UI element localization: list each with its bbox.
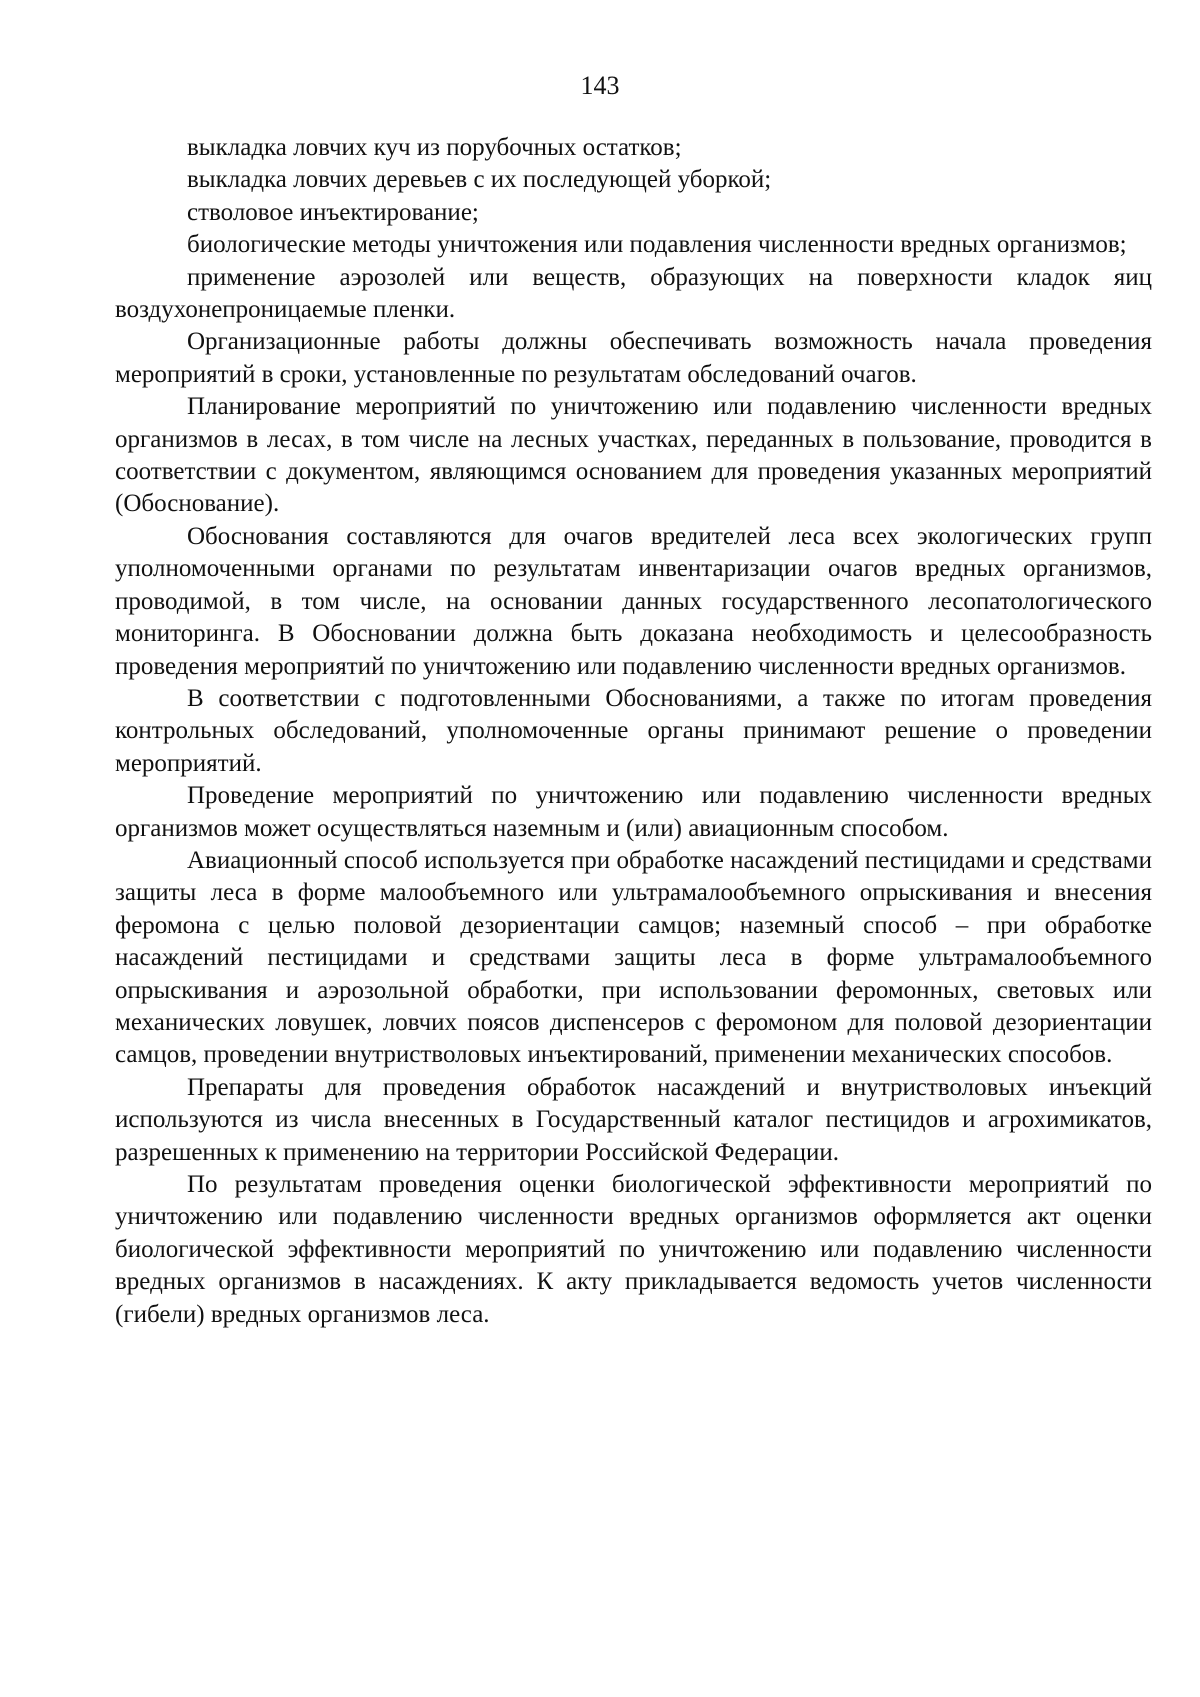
paragraph-aviation-method: Авиационный способ используется при обработке насаждений пестицидами и средствами защиты леса в форме малообъемного или ультрамалообъемного опрыскивания и внесения феромона с целью половой дезориентации самцов; наземный способ – при обработке насаждений пестицидами и средствами защиты леса в форме ультрамалообъемного опрыскивания и аэрозольной обработки, при использовании феромонных, световых или механических ловушек, ловчих поясов диспенсеров с феромоном для половой дезориентации самцов, проведении внутристволовых инъектирований, применении механических способов. [115,846,1152,1069]
paragraph-biological-methods: биологические методы уничтожения или подавления численности вредных организмов; [187,231,1127,259]
paragraph-aerosols: применение аэрозолей или веществ, образующих на поверхности кладок яиц воздухонепроницаемые пленки. [115,263,1152,324]
paragraph-decision: В соответствии с подготовленными Обоснованиями, а также по итогам проведения контрольных обследований, уполномоченные органы принимают решение о проведении мероприятий. [115,684,1152,777]
paragraph-planning: Планирование мероприятий по уничтожению или подавлению численности вредных организмов в лесах, в том числе на лесных участках, переданных в пользование, проводится в соответствии с документом, являющимся основанием для проведения указанных мероприятий (Обоснование). [115,393,1152,518]
paragraph-trunk-injection: стволовое инъектирование; [187,198,479,226]
paragraph-trap-trees: выкладка ловчих деревьев с их последующей уборкой; [187,166,772,194]
paragraph-organizational-work: Организационные работы должны обеспечивать возможность начала проведения мероприятий в сроки, установленные по результатам обследований очагов. [115,328,1152,388]
paragraph-preparations: Препараты для проведения обработок насаждений и внутристволовых инъекций используются из числа внесенных в Государственный каталог пестицидов и агрохимикатов, разрешенных к применению на территории Российской Федерации. [115,1073,1152,1166]
paragraph-trap-piles: выкладка ловчих куч из порубочных остатков; [187,134,682,161]
paragraph-justifications: Обоснования составляются для очагов вредителей леса всех экологических групп уполномоченными органами по результатам инвентаризации очагов вредных организмов, проводимой, в том числе, на основании данных государственного лесопатологического мониторинга. В Обосновании должна быть доказана необходимость и целесообразность проведения мероприятий по уничтожению или подавлению численности вредных организмов. [115,522,1152,680]
body-text [115,132,1152,1331]
paragraph-efficiency-assessment: По результатам проведения оценки биологической эффективности мероприятий по уничтожению или подавлению численности вредных организмов оформляется акт оценки биологической эффективности мероприятий по уничтожению или подавлению численности вредных организмов в насаждениях. К акту прикладывается ведомость учетов численности (гибели) вредных организмов леса. [115,1171,1152,1328]
page-number: 143 [580,71,620,100]
paragraph-ground-or-aviation: Проведение мероприятий по уничтожению или подавлению численности вредных организмов может осуществляться наземным и (или) авиационным способом. [115,782,1152,842]
